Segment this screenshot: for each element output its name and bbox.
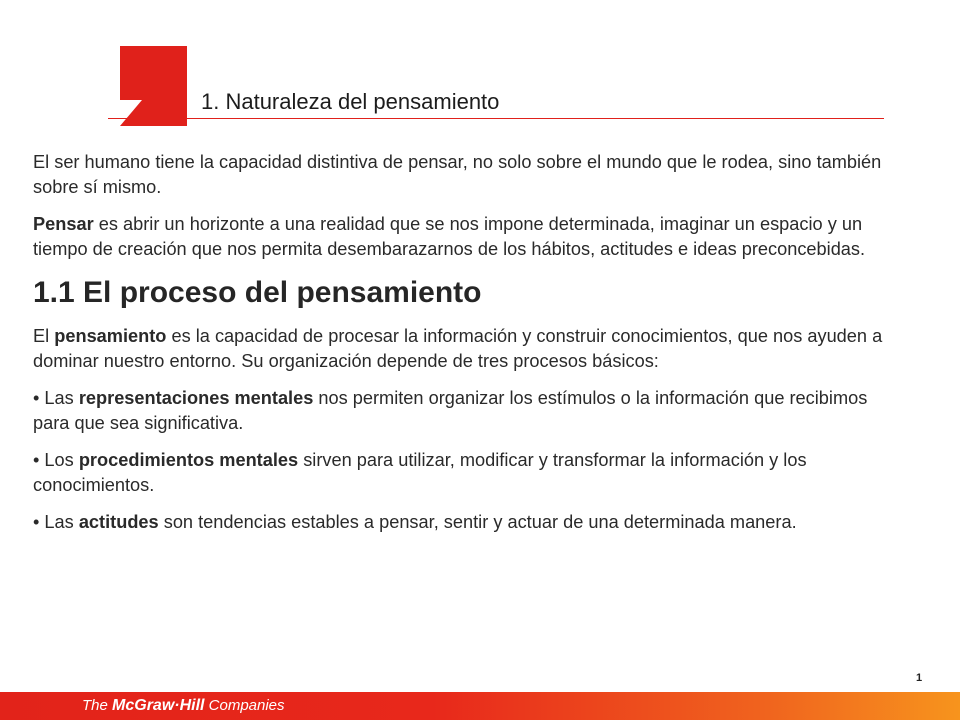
bullet-representaciones: [33, 386, 893, 436]
bullet-term: actitudes: [78, 512, 159, 532]
pensamiento-paragraph: [33, 324, 893, 374]
slide-content: [33, 150, 893, 547]
page-number: 1: [916, 672, 923, 684]
pensamiento-term: pensamiento: [54, 326, 167, 346]
bullet-procedimientos: [33, 448, 893, 498]
bullet-text: nos permiten organizar los estímulos o la información que recibimos para que sea significativa.: [33, 388, 868, 433]
logo-brand: McGraw·Hill: [112, 697, 205, 714]
bullet-text: son tendencias estables a pensar, sentir y actuar de una determinada manera.: [158, 512, 797, 532]
slide-title: 1. Naturaleza del pensamiento: [201, 89, 500, 114]
section-heading: 1.1 El proceso del pensamiento: [33, 276, 482, 309]
pensamiento-prefix: El: [33, 326, 55, 346]
footer-bar: [0, 692, 960, 720]
logo-suffix: Companies: [204, 697, 285, 714]
pensar-definition: es abrir un horizonte a una realidad que se nos impone determinada, imaginar un espacio y un tiempo de creación que nos permita desembarazarnos de los hábitos, actitudes e ideas preconcebidas.: [33, 214, 866, 259]
header-accent-cut: [120, 100, 142, 126]
pensar-paragraph: [33, 212, 893, 262]
intro-paragraph: El ser humano tiene la capacidad distintiva de pensar, no solo sobre el mundo que le rodea, sino también sobre sí mismo.: [33, 152, 882, 197]
bullet-term: representaciones mentales: [78, 388, 314, 408]
bullet-actitudes: [33, 510, 893, 535]
bullet-text: sirven para utilizar, modificar y transformar la información y los conocimientos.: [33, 450, 807, 495]
bullet-prefix: • Las: [33, 388, 79, 408]
pensamiento-definition: es la capacidad de procesar la información y construir conocimientos, que nos ayuden a dominar nuestro entorno. Su organización depende de tres procesos básicos:: [33, 326, 883, 371]
logo-prefix: The: [82, 697, 113, 714]
bullet-prefix: • Los: [33, 450, 79, 470]
bullet-prefix: • Las: [33, 512, 79, 532]
bullet-term: procedimientos mentales: [78, 450, 299, 470]
header-divider: [108, 118, 884, 119]
pensar-term: Pensar: [33, 214, 94, 234]
publisher-logo: [82, 697, 285, 715]
